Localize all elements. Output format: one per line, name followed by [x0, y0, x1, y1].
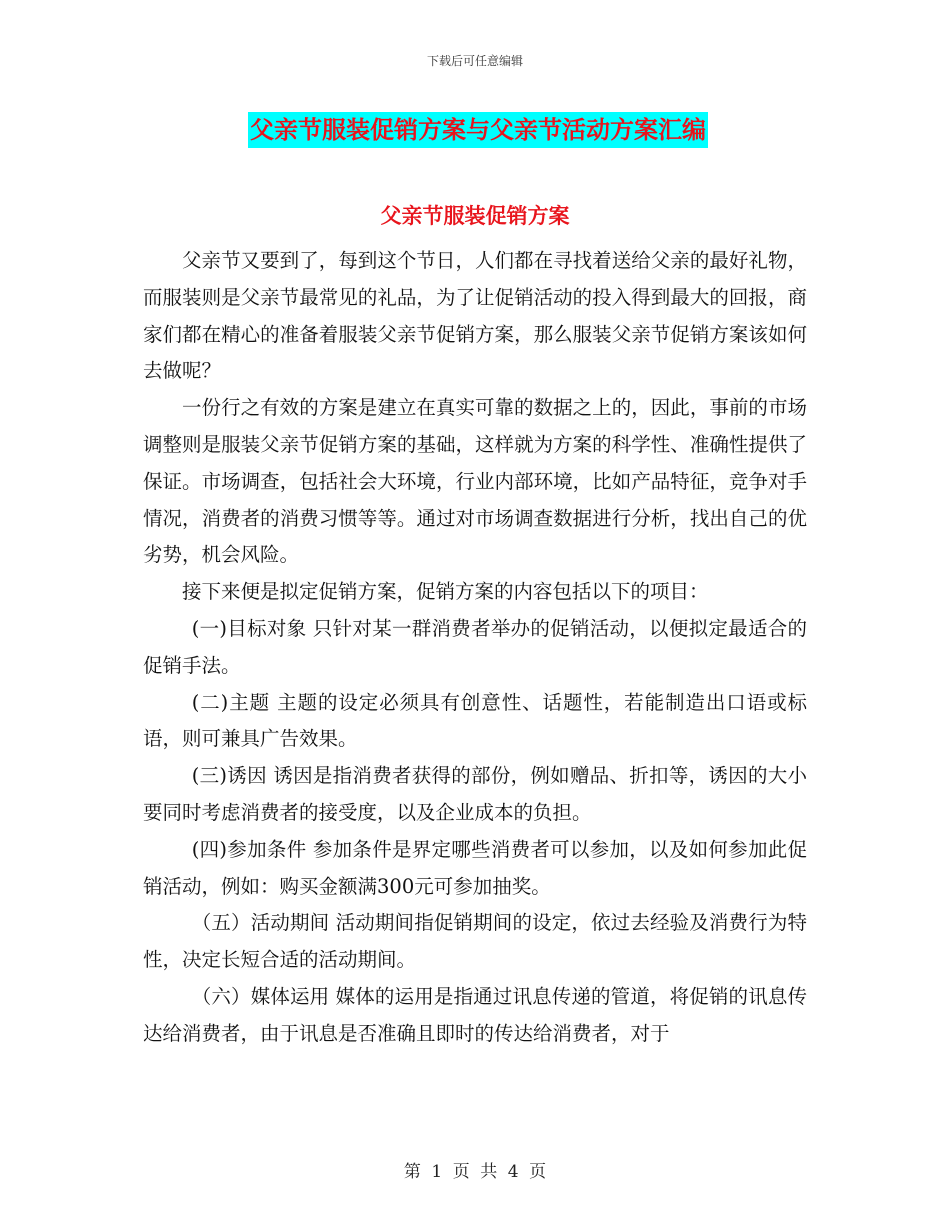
- list-item: (一)目标对象 只针对某一群消费者举办的促销活动，以便拟定最适合的促销手法。: [143, 616, 807, 677]
- document-body: [143, 243, 807, 1053]
- list-item: （五）活动期间 活动期间指促销期间的设定，依过去经验及消费行为特性，决定长短合适的活动期间。: [143, 911, 807, 972]
- list-item: （六）媒体运用 媒体的运用是指通过讯息传递的管道，将促销的讯息传达给消费者，由于讯息是否准确且即时的传达给消费者，对于: [143, 984, 807, 1045]
- list-item: (二)主题 主题的设定必须具有创意性、话题性，若能制造出口语或标语，则可兼具广告效果。: [143, 690, 807, 751]
- paragraph: 接下来便是拟定促销方案，促销方案的内容包括以下的项目：: [182, 580, 709, 604]
- paragraph: 父亲节又要到了，每到这个节日，人们都在寻找着送给父亲的最好礼物，而服装则是父亲节最常见的礼品，为了让促销活动的投入得到最大的回报，商家们都在精心的准备着服装父亲节促销方案，那么服装父亲节促销方案该如何去做呢？: [143, 249, 807, 383]
- section-title: 父亲节服装促销方案: [380, 204, 570, 228]
- document-title: 父亲节服装促销方案与父亲节活动方案汇编: [248, 112, 708, 148]
- header-note: 下载后可任意编辑: [426, 54, 523, 68]
- page-number: 第 1 页 共 4 页: [403, 1162, 547, 1182]
- list-item: (三)诱因 诱因是指消费者获得的部份，例如赠品、折扣等，诱因的大小要同时考虑消费者的接受度，以及企业成本的负担。: [143, 764, 807, 824]
- list-item: (四)参加条件 参加条件是界定哪些消费者可以参加，以及如何参加此促销活动，例如：购买金额满300元可参加抽奖。: [143, 837, 807, 898]
- paragraph: 一份行之有效的方案是建立在真实可靠的数据之上的，因此，事前的市场调整则是服装父亲节促销方案的基础，这样就为方案的科学性、准确性提供了保证。市场调查，包括社会大环境，行业内部环境，比如产品特征，竞争对手情况，消费者的消费习惯等等。通过对市场调查数据进行分析，找出自己的优劣势，机会风险。: [143, 396, 807, 567]
